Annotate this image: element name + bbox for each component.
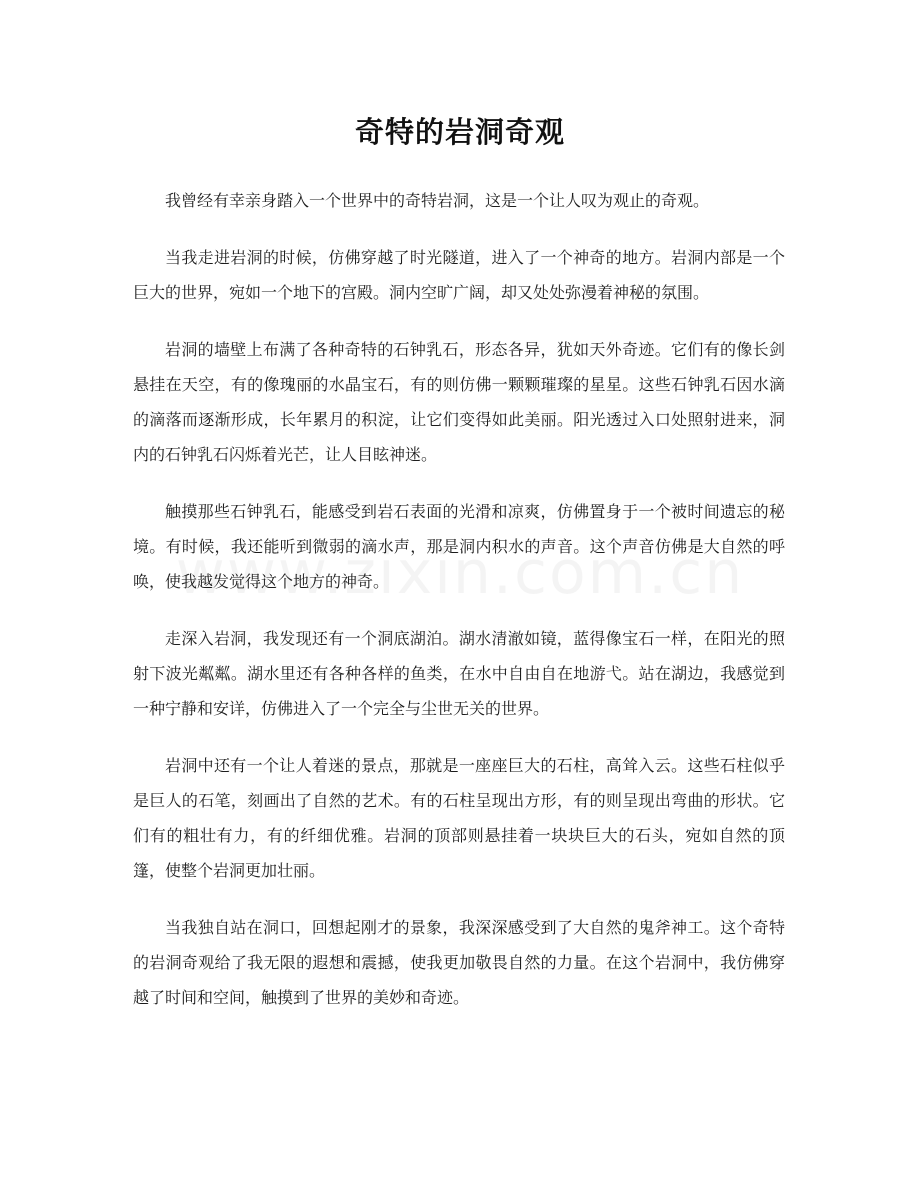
article-body bbox=[133, 183, 785, 1037]
paragraph-3: 岩洞的墙壁上布满了各种奇特的石钟乳石，形态各异，犹如天外奇迹。它们有的像长剑悬挂在天空，有的像瑰丽的水晶宝石，有的则仿佛一颗颗璀璨的星星。这些石钟乳石因水滴的滴落而逐渐形成，长年累月的积淀，让它们变得如此美丽。阳光透过入口处照射进来，洞内的石钟乳石闪烁着光芒，让人目眩神迷。 bbox=[133, 340, 785, 464]
paragraph-5: 走深入岩洞，我发现还有一个洞底湖泊。湖水清澈如镜，蓝得像宝石一样，在阳光的照射下波光粼粼。湖水里还有各种各样的鱼类，在水中自由自在地游弋。站在湖边，我感觉到一种宁静和安详，仿佛进入了一个完全与尘世无关的世界。 bbox=[133, 629, 785, 718]
paragraph-1: 我曾经有幸亲身踏入一个世界中的奇特岩洞，这是一个让人叹为观止的奇观。 bbox=[165, 191, 710, 210]
paragraph-4: 触摸那些石钟乳石，能感受到岩石表面的光滑和凉爽，仿佛置身于一个被时间遗忘的秘境。有时候，我还能听到微弱的滴水声，那是洞内积水的声音。这个声音仿佛是大自然的呼唤，使我越发觉得这个地方的神奇。 bbox=[133, 502, 785, 591]
paragraph-2: 当我走进岩洞的时候，仿佛穿越了时光隧道，进入了一个神奇的地方。岩洞内部是一个巨大的世界，宛如一个地下的宫殿。洞内空旷广阔，却又处处弥漫着神秘的氛围。 bbox=[133, 248, 785, 302]
page-title: 奇特的岩洞奇观 bbox=[354, 115, 565, 149]
paragraph-6: 岩洞中还有一个让人着迷的景点，那就是一座座巨大的石柱，高耸入云。这些石柱似乎是巨人的石笔，刻画出了自然的艺术。有的石柱呈现出方形，有的则呈现出弯曲的形状。它们有的粗壮有力，有的纤细优雅。岩洞的顶部则悬挂着一块块巨大的石头，宛如自然的顶篷，使整个岩洞更加壮丽。 bbox=[133, 756, 785, 880]
paragraph-7: 当我独自站在洞口，回想起刚才的景象，我深深感受到了大自然的鬼斧神工。这个奇特的岩洞奇观给了我无限的遐想和震撼，使我更加敬畏自然的力量。在这个岩洞中，我仿佛穿越了时间和空间，触摸到了世界的美妙和奇迹。 bbox=[133, 918, 785, 1007]
